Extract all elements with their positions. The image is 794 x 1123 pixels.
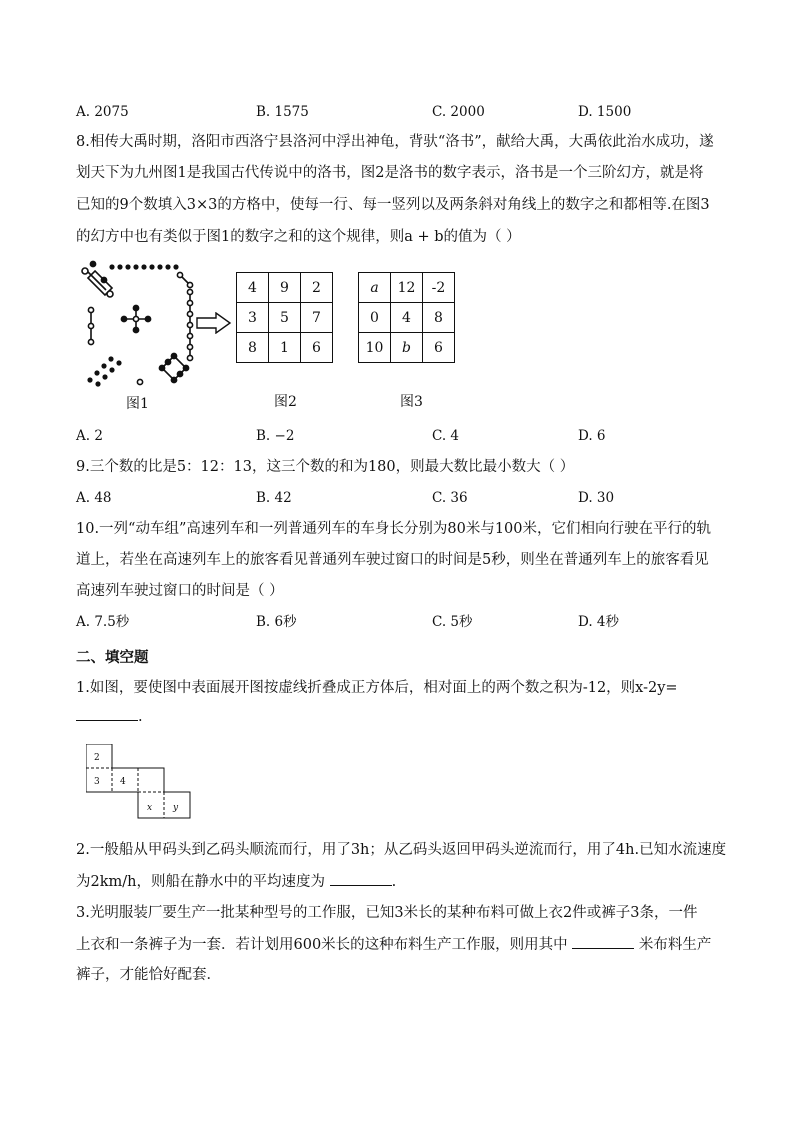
- f3-text-line: [76, 934, 711, 955]
- q8-option-c: C. 4: [432, 428, 460, 444]
- f1-answer-line: [76, 706, 143, 727]
- f2-text-line: 2.一般船从甲码头到乙码头顺流而行，用了3h；从乙码头返回甲码头逆流而行，用了4h.已知水流速度: [76, 842, 727, 858]
- f3-line-start: 上衣和一条裤子为一套．若计划用600米长的这种布料生产工作服，则用其中: [76, 937, 568, 953]
- magic-square-figure-3: [358, 272, 455, 363]
- q10-option-a: A. 7.5秒: [76, 614, 130, 630]
- q8-text-line: 的幻方中也有类似于图1的数字之和的这个规律，则a + b的值为（ ）: [76, 229, 521, 245]
- f2-line-start: 为2km/h，则船在静水中的平均速度为: [76, 874, 325, 890]
- grid3-cell: a: [359, 273, 391, 303]
- q10-option-c: C. 5秒: [432, 614, 473, 630]
- q8-option-a: A. 2: [76, 428, 103, 444]
- grid3-cell: 12: [391, 273, 423, 303]
- f3-text-line: 裤子，才能恰好配套．: [76, 967, 221, 983]
- grid2-cell: 6: [301, 333, 333, 363]
- net-label: y: [173, 803, 179, 813]
- f1-line-end: .: [138, 709, 143, 725]
- q9-option-d: D. 30: [578, 490, 615, 506]
- q8-text-line: 划天下为九州图1是我国古代传说中的洛书，图2是洛书的数字表示，洛书是一个三阶幻方，就是将: [76, 165, 704, 181]
- q7-option-a: A. 2075: [76, 104, 129, 120]
- grid3-cell: 0: [359, 303, 391, 333]
- grid2-cell: 3: [237, 303, 269, 333]
- figure-2-label: 图2: [274, 394, 297, 410]
- q8-option-b: B. −2: [256, 428, 295, 444]
- grid2-cell: 5: [269, 303, 301, 333]
- f3-answer-blank: [572, 934, 634, 949]
- q8-option-d: D. 6: [578, 428, 606, 444]
- q10-text-line: 道上，若坐在高速列车上的旅客看见普通列车驶过窗口的时间是5秒，则坐在普通列车上的旅客看见: [76, 552, 709, 568]
- grid3-cell: 4: [391, 303, 423, 333]
- q9-option-a: A. 48: [76, 490, 112, 506]
- q10-option-b: B. 6秒: [256, 614, 297, 630]
- f1-answer-blank: [76, 706, 138, 721]
- grid2-cell: 7: [301, 303, 333, 333]
- q10-option-d: D. 4秒: [578, 614, 620, 630]
- q8-text-line: 已知的9个数填入3×3的方格中，使每一行、每一竖列以及两条斜对角线上的数字之和都相等.在图3: [76, 197, 710, 213]
- figure-3-label: 图3: [400, 394, 423, 410]
- right-arrow-icon: [196, 312, 232, 334]
- f1-text-line: 1.如图，要使图中表面展开图按虚线折叠成正方体后，相对面上的两个数之积为-12，则x-2y=: [76, 680, 678, 696]
- luoshu-dot-figure: [76, 260, 216, 390]
- q7-option-b: B. 1575: [256, 104, 309, 120]
- grid3-cell: 10: [359, 333, 391, 363]
- q7-option-c: C. 2000: [432, 104, 485, 120]
- grid2-cell: 2: [301, 273, 333, 303]
- q7-option-d: D. 1500: [578, 104, 632, 120]
- net-label: 3: [94, 777, 100, 787]
- section-title: 二、填空题: [76, 650, 149, 666]
- q10-text-line: 10.一列“动车组”高速列车和一列普通列车的车身长分别为80米与100米，它们相向行驶在平行的轨: [76, 521, 712, 537]
- net-label: 2: [94, 753, 100, 763]
- grid3-cell: 8: [423, 303, 455, 333]
- magic-square-figure-2: [236, 272, 333, 363]
- cube-net-figure: [86, 744, 192, 822]
- grid3-cell: 6: [423, 333, 455, 363]
- q9-option-b: B. 42: [256, 490, 292, 506]
- grid3-cell: b: [391, 333, 423, 363]
- f3-line-end: 米布料生产: [638, 937, 712, 953]
- f3-text-line: 3.光明服装厂要生产一批某种型号的工作服，已知3米长的某种布料可做上衣2件或裤子3条，一件: [76, 905, 698, 921]
- net-label: 4: [120, 777, 126, 787]
- f2-answer-blank: [330, 871, 392, 886]
- figure-1-label: 图1: [126, 396, 149, 412]
- q10-text-line: 高速列车驶过窗口的时间是（ ）: [76, 583, 284, 599]
- grid2-cell: 9: [269, 273, 301, 303]
- f2-text-line: [76, 871, 396, 892]
- net-label: x: [147, 803, 153, 813]
- f2-line-end: .: [391, 874, 397, 890]
- q9-text: 9.三个数的比是5：12：13，这三个数的和为180，则最大数比最小数大（ ）: [76, 459, 575, 475]
- grid3-cell: -2: [423, 273, 455, 303]
- q8-text-line: 8.相传大禹时期，洛阳市西洛宁县洛河中浮出神龟，背驮“洛书”，献给大禹，大禹依此治水成功，遂: [76, 134, 714, 150]
- grid2-cell: 8: [237, 333, 269, 363]
- grid2-cell: 1: [269, 333, 301, 363]
- grid2-cell: 4: [237, 273, 269, 303]
- q9-option-c: C. 36: [432, 490, 468, 506]
